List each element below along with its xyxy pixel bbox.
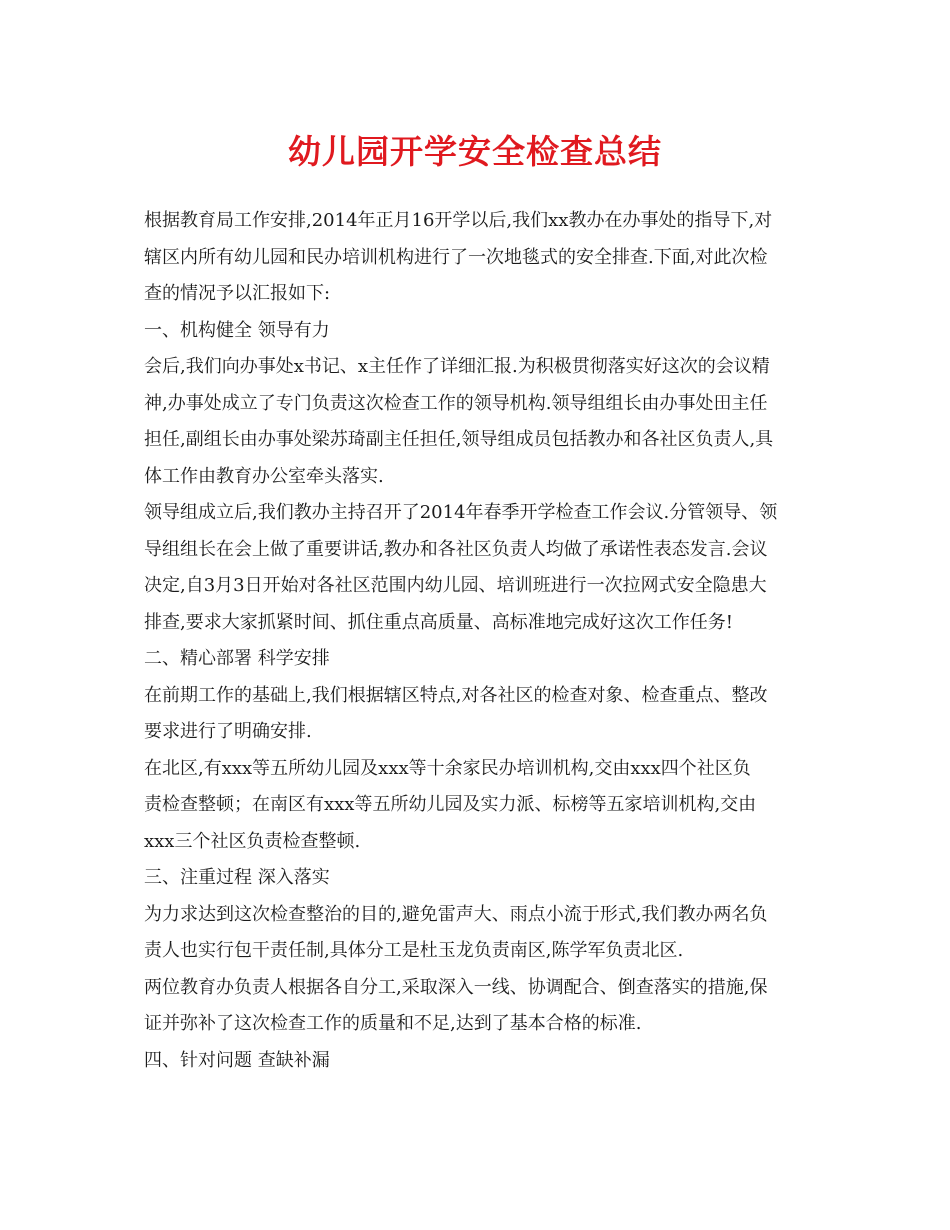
text-line: 四、针对问题 查缺补漏 [144, 1049, 330, 1071]
text-line: 证并弥补了这次检查工作的质量和不足,达到了基本合格的标准. [144, 1013, 642, 1034]
text-line: 三、注重过程 深入落实 [144, 867, 330, 888]
document-title: 幼儿园开学安全检查总结 [288, 132, 662, 171]
text-line: 两位教育办负责人根据各自分工,采取深入一线、协调配合、倒查落实的措施,保 [144, 976, 768, 998]
text-line: 要求进行了明确安排. [144, 721, 312, 742]
text-line: xxx三个社区负责检查整顿. [144, 830, 361, 852]
document-body [144, 203, 810, 1079]
text-line: 根据教育局工作安排,2014年正月16开学以后,我们xx教办在办事处的指导下,对 [144, 210, 773, 231]
text-line: 导组组长在会上做了重要讲话,教办和各社区负责人均做了承诺性表态发言.会议 [144, 538, 768, 560]
text-line: 领导组成立后,我们教办主持召开了2014年春季开学检查工作会议.分管领导、领 [144, 502, 778, 523]
text-line: 在前期工作的基础上,我们根据辖区特点,对各社区的检查对象、检查重点、整改 [144, 684, 768, 706]
text-line: 一、机构健全 领导有力 [144, 319, 330, 341]
text-line: 在北区,有xxx等五所幼儿园及xxx等十余家民办培训机构,交由xxx四个社区负 [144, 757, 751, 779]
text-line: 为力求达到这次检查整治的目的,避免雷声大、雨点小流于形式,我们教办两名负 [144, 903, 768, 925]
text-line: 体工作由教育办公室牵头落实. [144, 465, 384, 487]
text-line: 查的情况予以汇报如下: [144, 283, 331, 304]
text-line: 会后,我们向办事处x书记、x主任作了详细汇报.为积极贯彻落实好这次的会议精 [144, 356, 770, 377]
text-line: 神,办事处成立了专门负责这次检查工作的领导机构.领导组组长由办事处田主任 [144, 392, 768, 414]
text-line: 排查,要求大家抓紧时间、抓住重点高质量、高标准地完成好这次工作任务! [144, 611, 733, 633]
text-line: 责检查整顿；在南区有xxx等五所幼儿园及实力派、标榜等五家培训机构,交由 [144, 794, 757, 815]
text-line: 二、精心部署 科学安排 [144, 648, 330, 669]
text-line: 决定,自3月3日开始对各社区范围内幼儿园、培训班进行一次拉网式安全隐患大 [144, 575, 767, 596]
text-line: 辖区内所有幼儿园和民办培训机构进行了一次地毯式的安全排查.下面,对此次检 [144, 246, 768, 268]
text-line: 担任,副组长由办事处梁苏琦副主任担任,领导组成员包括教办和各社区负责人,具 [144, 429, 774, 450]
text-line: 责人也实行包干责任制,具体分工是杜玉龙负责南区,陈学军负责北区. [144, 940, 684, 961]
